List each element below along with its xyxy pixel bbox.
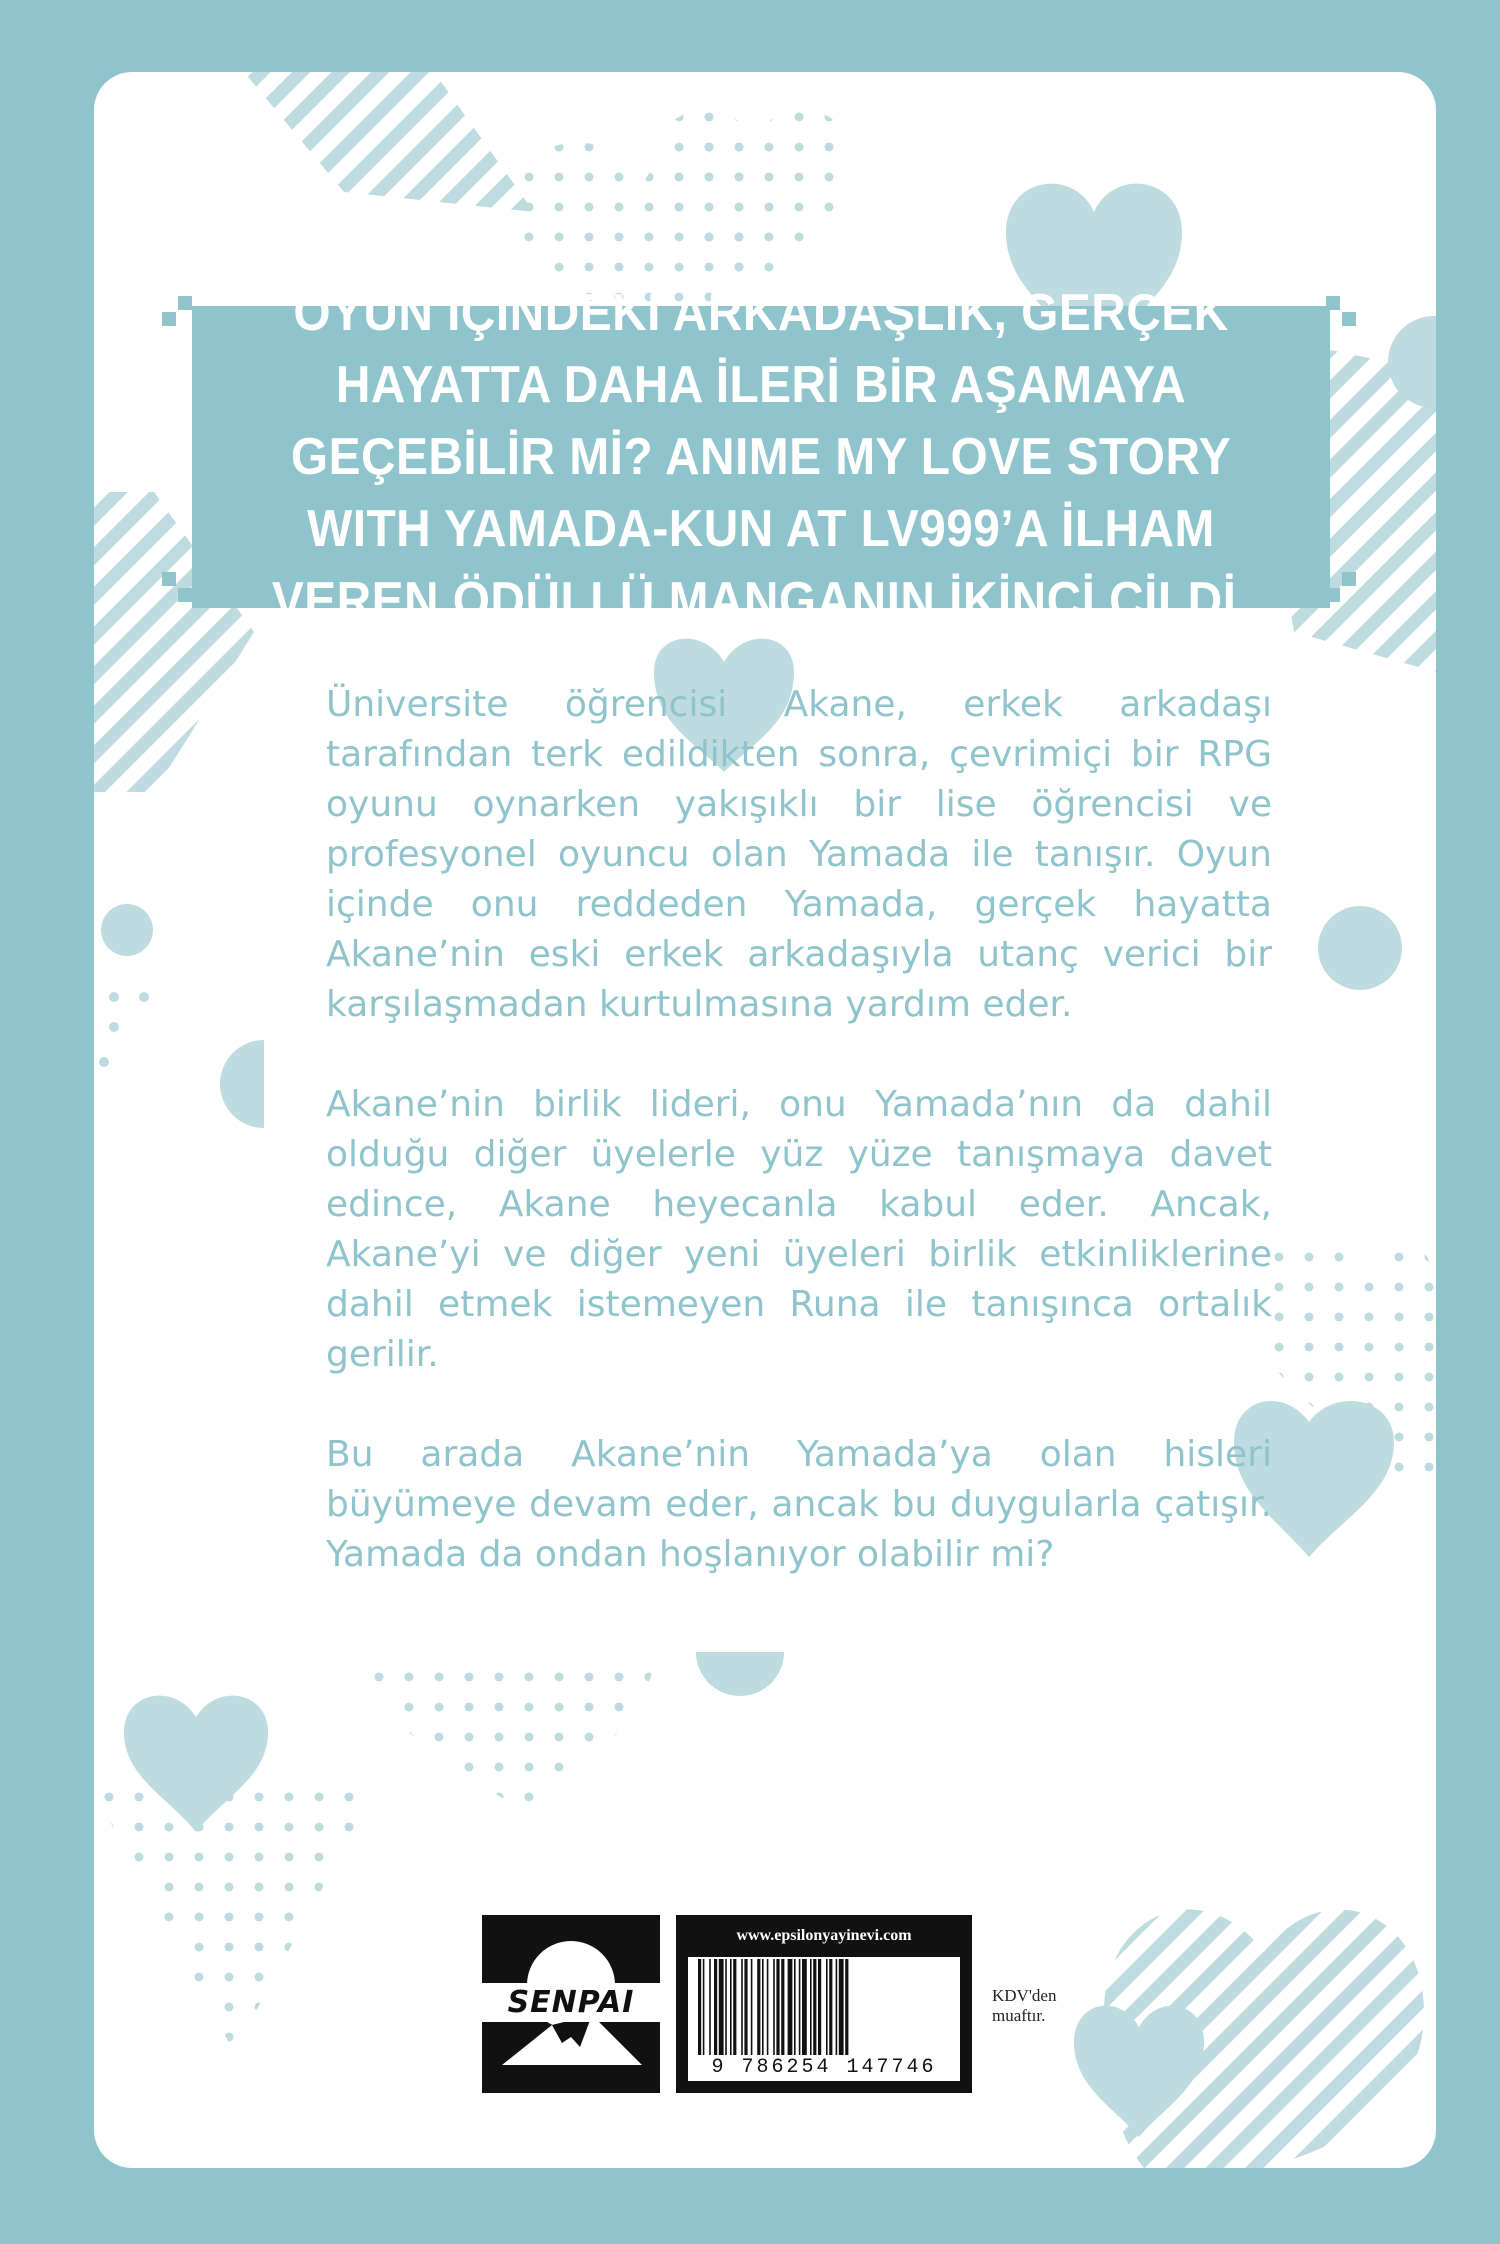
barcode-bar xyxy=(788,1959,793,2055)
barcode-bar xyxy=(802,1959,807,2055)
barcode-bar xyxy=(776,1959,779,2055)
barcode-bar xyxy=(741,1959,743,2055)
barcode-bar xyxy=(744,1959,747,2055)
barcode-bar xyxy=(845,1959,848,2055)
barcode-bar xyxy=(725,1959,727,2055)
barcode-bar xyxy=(829,1959,832,2055)
isbn-barcode xyxy=(688,1957,960,2081)
publisher-logo xyxy=(482,1915,660,2093)
banner-corner-pixel xyxy=(1342,572,1356,586)
barcode-bar xyxy=(762,1959,764,2055)
banner-corner-pixel xyxy=(162,572,176,586)
barcode-bar xyxy=(836,1959,838,2055)
barcode-bar xyxy=(714,1959,717,2055)
barcode-bar xyxy=(799,1959,801,2055)
barcode-panel xyxy=(676,1915,972,2093)
barcode-bar xyxy=(826,1959,828,2055)
barcode-bar xyxy=(839,1959,844,2055)
synopsis-paragraph: Bu arada Akane’nin Yamada’ya olan hisleri büyümeye devam eder, ancak bu duygularla çatışır. Yamada da ondan hoşlanıyor olabilir mi? xyxy=(326,1434,1272,1575)
barcode-bar xyxy=(730,1959,732,2055)
senpai-logo-text: SENPAI xyxy=(482,1983,660,2022)
barcode-bar xyxy=(751,1959,753,2055)
barcode-bar xyxy=(794,1959,796,2055)
tagline-text: OYUN İÇİNDEKİ ARKADAŞLIK, GERÇEK HAYATTA DAHA İLERİ BİR AŞAMAYA GEÇEBİLİR Mİ? ANIME MY LOVE STORY WITH YAMADA-KUN AT LV999’A İLHAM VEREN ÖDÜLLÜ MANGANIN İKİNCİ CİLDİ. xyxy=(271,284,1251,630)
barcode-bar xyxy=(813,1959,816,2055)
stripe-shape xyxy=(244,72,534,212)
synopsis-paragraph: Akane’nin birlik lideri, onu Yamada’nın da dahil olduğu diğer üyelerle yüz yüze tanışmaya davet edince, Akane heyecanla kabul eder. Ancak, Akane’yi ve diğer yeni üyeleri birlik etkinliklerine dahil etmek istemeyen Runa ile tanışınca ortalık gerilir. xyxy=(326,1084,1272,1375)
barcode-bar xyxy=(757,1959,760,2055)
banner-corner-pixel xyxy=(1342,312,1356,326)
synopsis-paragraph: Üniversite öğrencisi Akane, erkek arkadaşı tarafından terk edildikten sonra, çevrimiçi bir RPG oyunu oynarken yakışıklı bir lise öğrencisi ve profesyonel oyuncu olan Yamada ile tanışır. Oyun içinde onu reddeden Yamada, gerçek hayatta Akane’nin eski erkek arkadaşıyla utanç verici bir karşılaşmadan kurtulmasına yardım eder. xyxy=(326,684,1272,1025)
synopsis xyxy=(326,680,1272,1630)
banner-corner-pixel xyxy=(178,296,192,310)
back-cover-card xyxy=(94,72,1436,2168)
publisher-website: www.epsilonyayinevi.com xyxy=(736,1927,912,1944)
barcode-bar xyxy=(703,1959,705,2055)
banner-corner-pixel xyxy=(178,588,192,602)
barcode-bar xyxy=(698,1959,701,2055)
barcode-bar xyxy=(733,1959,736,2055)
barcode-bar xyxy=(767,1959,769,2055)
barcode-bar xyxy=(773,1959,775,2055)
tagline-banner xyxy=(192,284,1330,630)
barcode-bar xyxy=(709,1959,711,2055)
barcode-bars xyxy=(688,1959,960,2057)
banner-corner-pixel xyxy=(162,312,176,326)
barcode-bar xyxy=(719,1959,724,2055)
barcode-bar xyxy=(818,1959,821,2055)
tax-exempt-note: KDV'den muaftır. xyxy=(992,1986,1057,2025)
barcode-bar xyxy=(781,1959,784,2055)
barcode-bar xyxy=(810,1959,812,2055)
isbn-number: 9 786254 147746 xyxy=(711,2056,937,2079)
